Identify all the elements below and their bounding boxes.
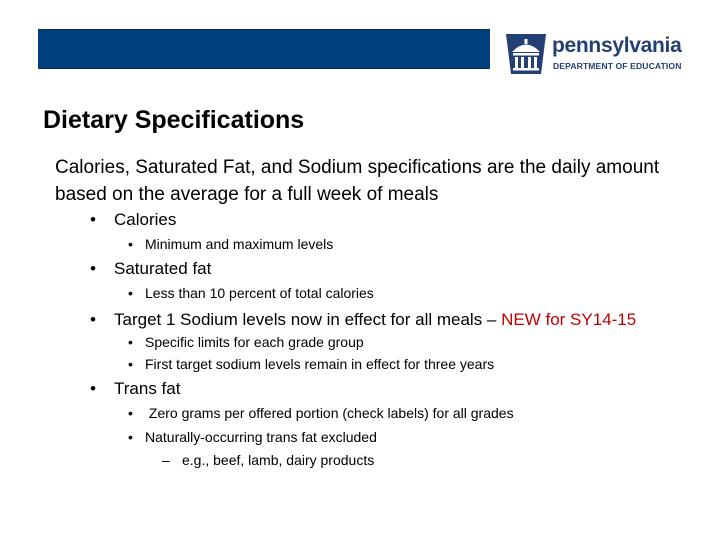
bullet-dot: •	[90, 259, 96, 278]
bullet-sodium	[90, 310, 636, 330]
dash-marker: –	[162, 452, 170, 468]
sub-bullet	[128, 236, 333, 252]
sub-bullet	[128, 356, 494, 372]
pa-education-logo	[502, 28, 702, 80]
bullet-dot: •	[90, 310, 96, 329]
bullet-saturated-fat	[90, 259, 211, 279]
bullet-dot: •	[128, 285, 133, 301]
sub-bullet	[128, 285, 374, 301]
slide-title: Dietary Specifications	[43, 106, 305, 134]
sub-sub-bullet-text: e.g., beef, lamb, dairy products	[182, 452, 375, 468]
sub-sub-bullet	[162, 452, 374, 468]
logo-wordmark: pennsylvania	[552, 34, 682, 57]
new-highlight: NEW for SY14-15	[501, 310, 637, 329]
bullet-dot: •	[128, 236, 133, 252]
sub-bullet-text: Specific limits for each grade group	[145, 334, 364, 350]
sub-bullet	[128, 405, 514, 421]
sub-bullet	[128, 429, 377, 445]
bullet-dot: •	[90, 379, 96, 398]
bullet-dot: •	[90, 210, 96, 229]
bullet-dot: •	[128, 429, 133, 445]
bullet-dot: •	[128, 405, 133, 421]
bullet-dot: •	[128, 356, 133, 372]
logo-department: DEPARTMENT OF EDUCATION	[553, 61, 682, 71]
sub-bullet-text: Minimum and maximum levels	[145, 236, 334, 252]
bullet-text: Saturated fat	[114, 259, 212, 278]
bullet-calories	[90, 210, 176, 230]
sub-bullet-text: Naturally-occurring trans fat excluded	[145, 429, 377, 445]
header-banner	[38, 29, 490, 69]
sub-bullet-text: Less than 10 percent of total calories	[145, 285, 374, 301]
sub-bullet	[128, 334, 364, 350]
bullet-text: Calories	[114, 210, 177, 229]
bullet-dot: •	[128, 334, 133, 350]
sub-bullet-text: Zero grams per offered portion (check labels) for all grades	[145, 405, 514, 421]
bullet-text: Target 1 Sodium levels now in effect for all meals –	[114, 310, 502, 329]
keystone-capitol-icon	[502, 28, 550, 80]
sub-bullet-text: First target sodium levels remain in effect for three years	[145, 356, 495, 372]
bullet-text: Trans fat	[114, 379, 181, 398]
intro-text: Calories, Saturated Fat, and Sodium specifications are the daily amount based on the average for a full week of meals	[55, 157, 660, 205]
bullet-trans-fat	[90, 379, 180, 399]
